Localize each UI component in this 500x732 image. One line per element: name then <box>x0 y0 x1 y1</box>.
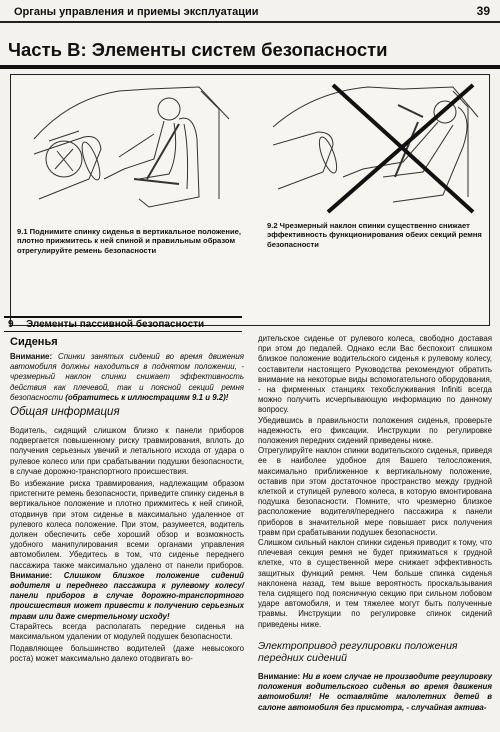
warning-text: Спинки занятых сидений во время движения автомобиля должны находиться в поднятом положении, - чрезмерный наклон спинки снижает эффективность действия как плечевой, так и поясной секций ремня безопасности <box>10 352 244 402</box>
right-column-body <box>258 334 492 630</box>
left-column-body <box>10 426 244 665</box>
power-seat-heading: Электропривод регулировки положения передних сидений <box>258 640 458 664</box>
part-title: Часть B: Элементы систем безопасности <box>8 39 388 60</box>
paragraph: дительское сиденье от рулевого колеса, свободно доставая при этом до педалей. Однако если Вас беспокоит слишком близкое положение водительского сиденья к рулевому колесу, составители настоящего Руководства рекомендуют обратить внимание на некоторые виды вспомогательного оборудования, - на фирменных станциях техобслуживания Infiniti всегда можно получить исчерпывающую информацию по данному вопросу. <box>258 334 492 415</box>
paragraph: Водитель, сидящий слишком близко к панели приборов подвергается повышенному риску травмирования, вплоть до получения серьезных увечий и летального исхода от удара о рулевое колесо или при срабатывании подушки безопасности, в случае дорожно-транспортного происшествия. <box>10 426 244 476</box>
illustration-box <box>10 74 490 326</box>
section-number: 9 <box>8 319 14 330</box>
section-title: Элементы пассивной безопасности <box>26 319 205 330</box>
figure-9-2-caption: 9.2 Чрезмерный наклон спинки существенно снижает эффективность функционирования обеих секций ремня безопасности <box>267 221 482 249</box>
running-title: Органы управления и приемы эксплуатации <box>14 6 259 18</box>
subsection-title: Сиденья <box>10 336 58 348</box>
page-number: 39 <box>476 4 490 18</box>
part-title-rule <box>0 65 500 69</box>
header-rule <box>0 21 500 23</box>
figure-9-1-drawing <box>29 79 239 219</box>
paragraph: Слишком сильный наклон спинки сиденья приводит к тому, что плечевая секция ремня не будет прижиматься к грудной клетке, что в существенной мере снижает эффективность защитных функций ремня. Чем больше спинка сиденья наклонена назад, тем выше вероятность проскальзывания тела сидящего под поясничную секцию при сильном лобовом ударе автомобиля, и тем тяжелее могут быть полученные травмы. Инструкции по регулировке спинок сидений приведены ниже. <box>258 538 492 629</box>
paragraph: Подавляющее большинство водителей (даже невысокого роста) может максимально далеко отодвигать во- <box>10 644 244 664</box>
section-header <box>4 316 242 332</box>
warning-label: Внимание: <box>258 672 301 681</box>
paragraph <box>10 479 244 622</box>
general-info-heading: Общая информация <box>10 406 120 418</box>
warning-text: Слишком близкое положение сидений водителя и переднего пассажира к рулевому колесу/панели приборов в случае дорожно-транспортного происшествия может привести к получению серьезных травм или даже смертельному исходу! <box>10 570 244 621</box>
paragraph: Убедившись в правильности положения сиденья, проверьте надежность его фиксации. Инструкции по регулировке положения передних сидений приведены ниже. <box>258 415 492 446</box>
warning-reference: (обратитесь к иллюстрациям 9.1 и 9.2)! <box>65 392 229 402</box>
warning-power-seat <box>258 672 492 713</box>
paragraph: Отрегулируйте наклон спинки водительского сиденья, приведя ее в наиболее удобное для Вашего телосложения, максимально приближенное к вертикальному положение, оставив при этом достаточное пространство между грудной клеткой и ступицей рулевого колеса, в которую вмонтирована подушка безопасности. Помните, что чрезмерно близкое расположение водителя/переднего пассажира к панели приборов в значительной мере повышает риск получения травм при срабатывании подушек безопасности. <box>258 446 492 537</box>
figure-9-2-drawing <box>273 77 483 217</box>
warning-text: Ни в коем случае не производите регулировку положения водительского сиденья во время движения автомобиля! Не оставляйте малолетних детей в салоне автомобиля без присмотра, - случайная актива- <box>258 672 492 712</box>
warning-label: Внимание: <box>10 352 53 361</box>
paragraph-text: Во избежание риска травмирования, надлежащим образом пристегните ремень безопасности, приведите спинку сиденья в вертикальное положение и плотно прижмитесь к ней спиной, отодвинув при этом сиденье в максимально удаленное от рулевого колеса положение. При этом, разумеется, водитель должен обеспечить себе хороший обзор и возможность удобного манипулирования всеми органами управления автомобилем. Убедитесь в том, что сиденье переднего пассажира также максимально удалено от панели приборов. <box>10 479 244 570</box>
running-header <box>0 0 500 22</box>
figure-9-1-caption: 9.1 Поднимите спинку сиденья в вертикальное положение, плотно прижмитесь к ней спиной и правильным образом отрегулируйте ремень безопасности <box>17 227 241 255</box>
warning-seatback <box>10 352 244 403</box>
paragraph: Старайтесь всегда располагать передние сиденья на максимальном удалении от модулей подушек безопасности. <box>10 621 244 642</box>
warning-label: Внимание: <box>10 570 53 580</box>
